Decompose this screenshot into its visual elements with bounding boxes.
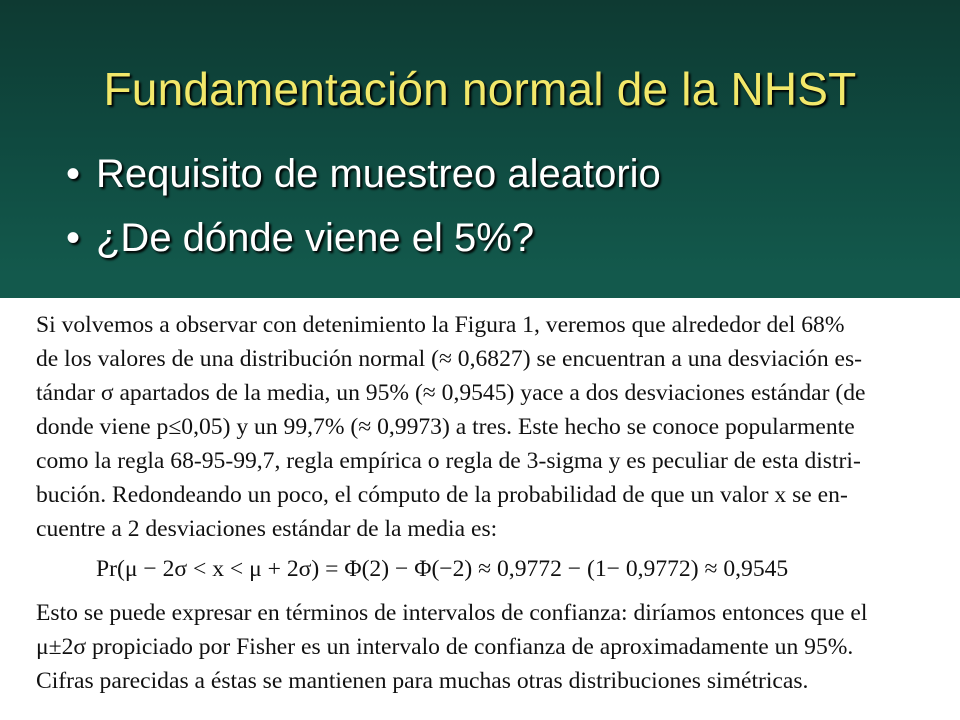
text-line: tándar σ apartados de la media, un 95% (≈ 0,9545) yace a dos desviaciones estándar (de [36, 380, 866, 406]
bullet-item [66, 148, 661, 212]
text-line: bución. Redondeando un poco, el cómputo de la probabilidad de que un valor x se en- [36, 482, 848, 508]
bullet-marker: • [66, 216, 81, 260]
probability-equation: Pr(μ − 2σ < x < μ + 2σ) = Φ(2) − Φ(−2) ≈ 0,9772 − (1− 0,9772) ≈ 0,9545 [96, 556, 789, 582]
text-line: Cifras parecidas a éstas se mantienen para muchas otras distribuciones simétricas. [36, 668, 809, 694]
bullet-text: ¿De dónde viene el 5%? [96, 216, 535, 260]
text-line: cuentre a 2 desviaciones estándar de la media es: [36, 516, 498, 542]
bullet-list [66, 148, 661, 276]
slide-title: Fundamentación normal de la NHST [103, 63, 857, 115]
paragraph-2 [36, 596, 930, 698]
text-line: de los valores de una distribución normal (≈ 0,6827) se encuentran a una desviación es- [36, 346, 863, 372]
text-line: donde viene p≤0,05) y un 99,7% (≈ 0,9973) a tres. Este hecho se conoce popularmente [36, 414, 855, 440]
bullet-item [66, 212, 661, 276]
text-line: μ±2σ propiciado por Fisher es un intervalo de confianza de aproximadamente un 95%. [36, 634, 854, 660]
bullet-marker: • [66, 152, 81, 196]
text-line: Esto se puede expresar en términos de intervalos de confianza: diríamos entonces que el [36, 600, 868, 626]
bullet-text: Requisito de muestreo aleatorio [96, 152, 661, 196]
paragraph-1 [36, 308, 930, 546]
text-line: como la regla 68-95-99,7, regla empírica o regla de 3-sigma y es peculiar de esta distri- [36, 448, 861, 474]
text-line: Si volvemos a observar con detenimiento la Figura 1, veremos que alrededor del 68% [36, 312, 845, 338]
document-excerpt [0, 298, 960, 720]
